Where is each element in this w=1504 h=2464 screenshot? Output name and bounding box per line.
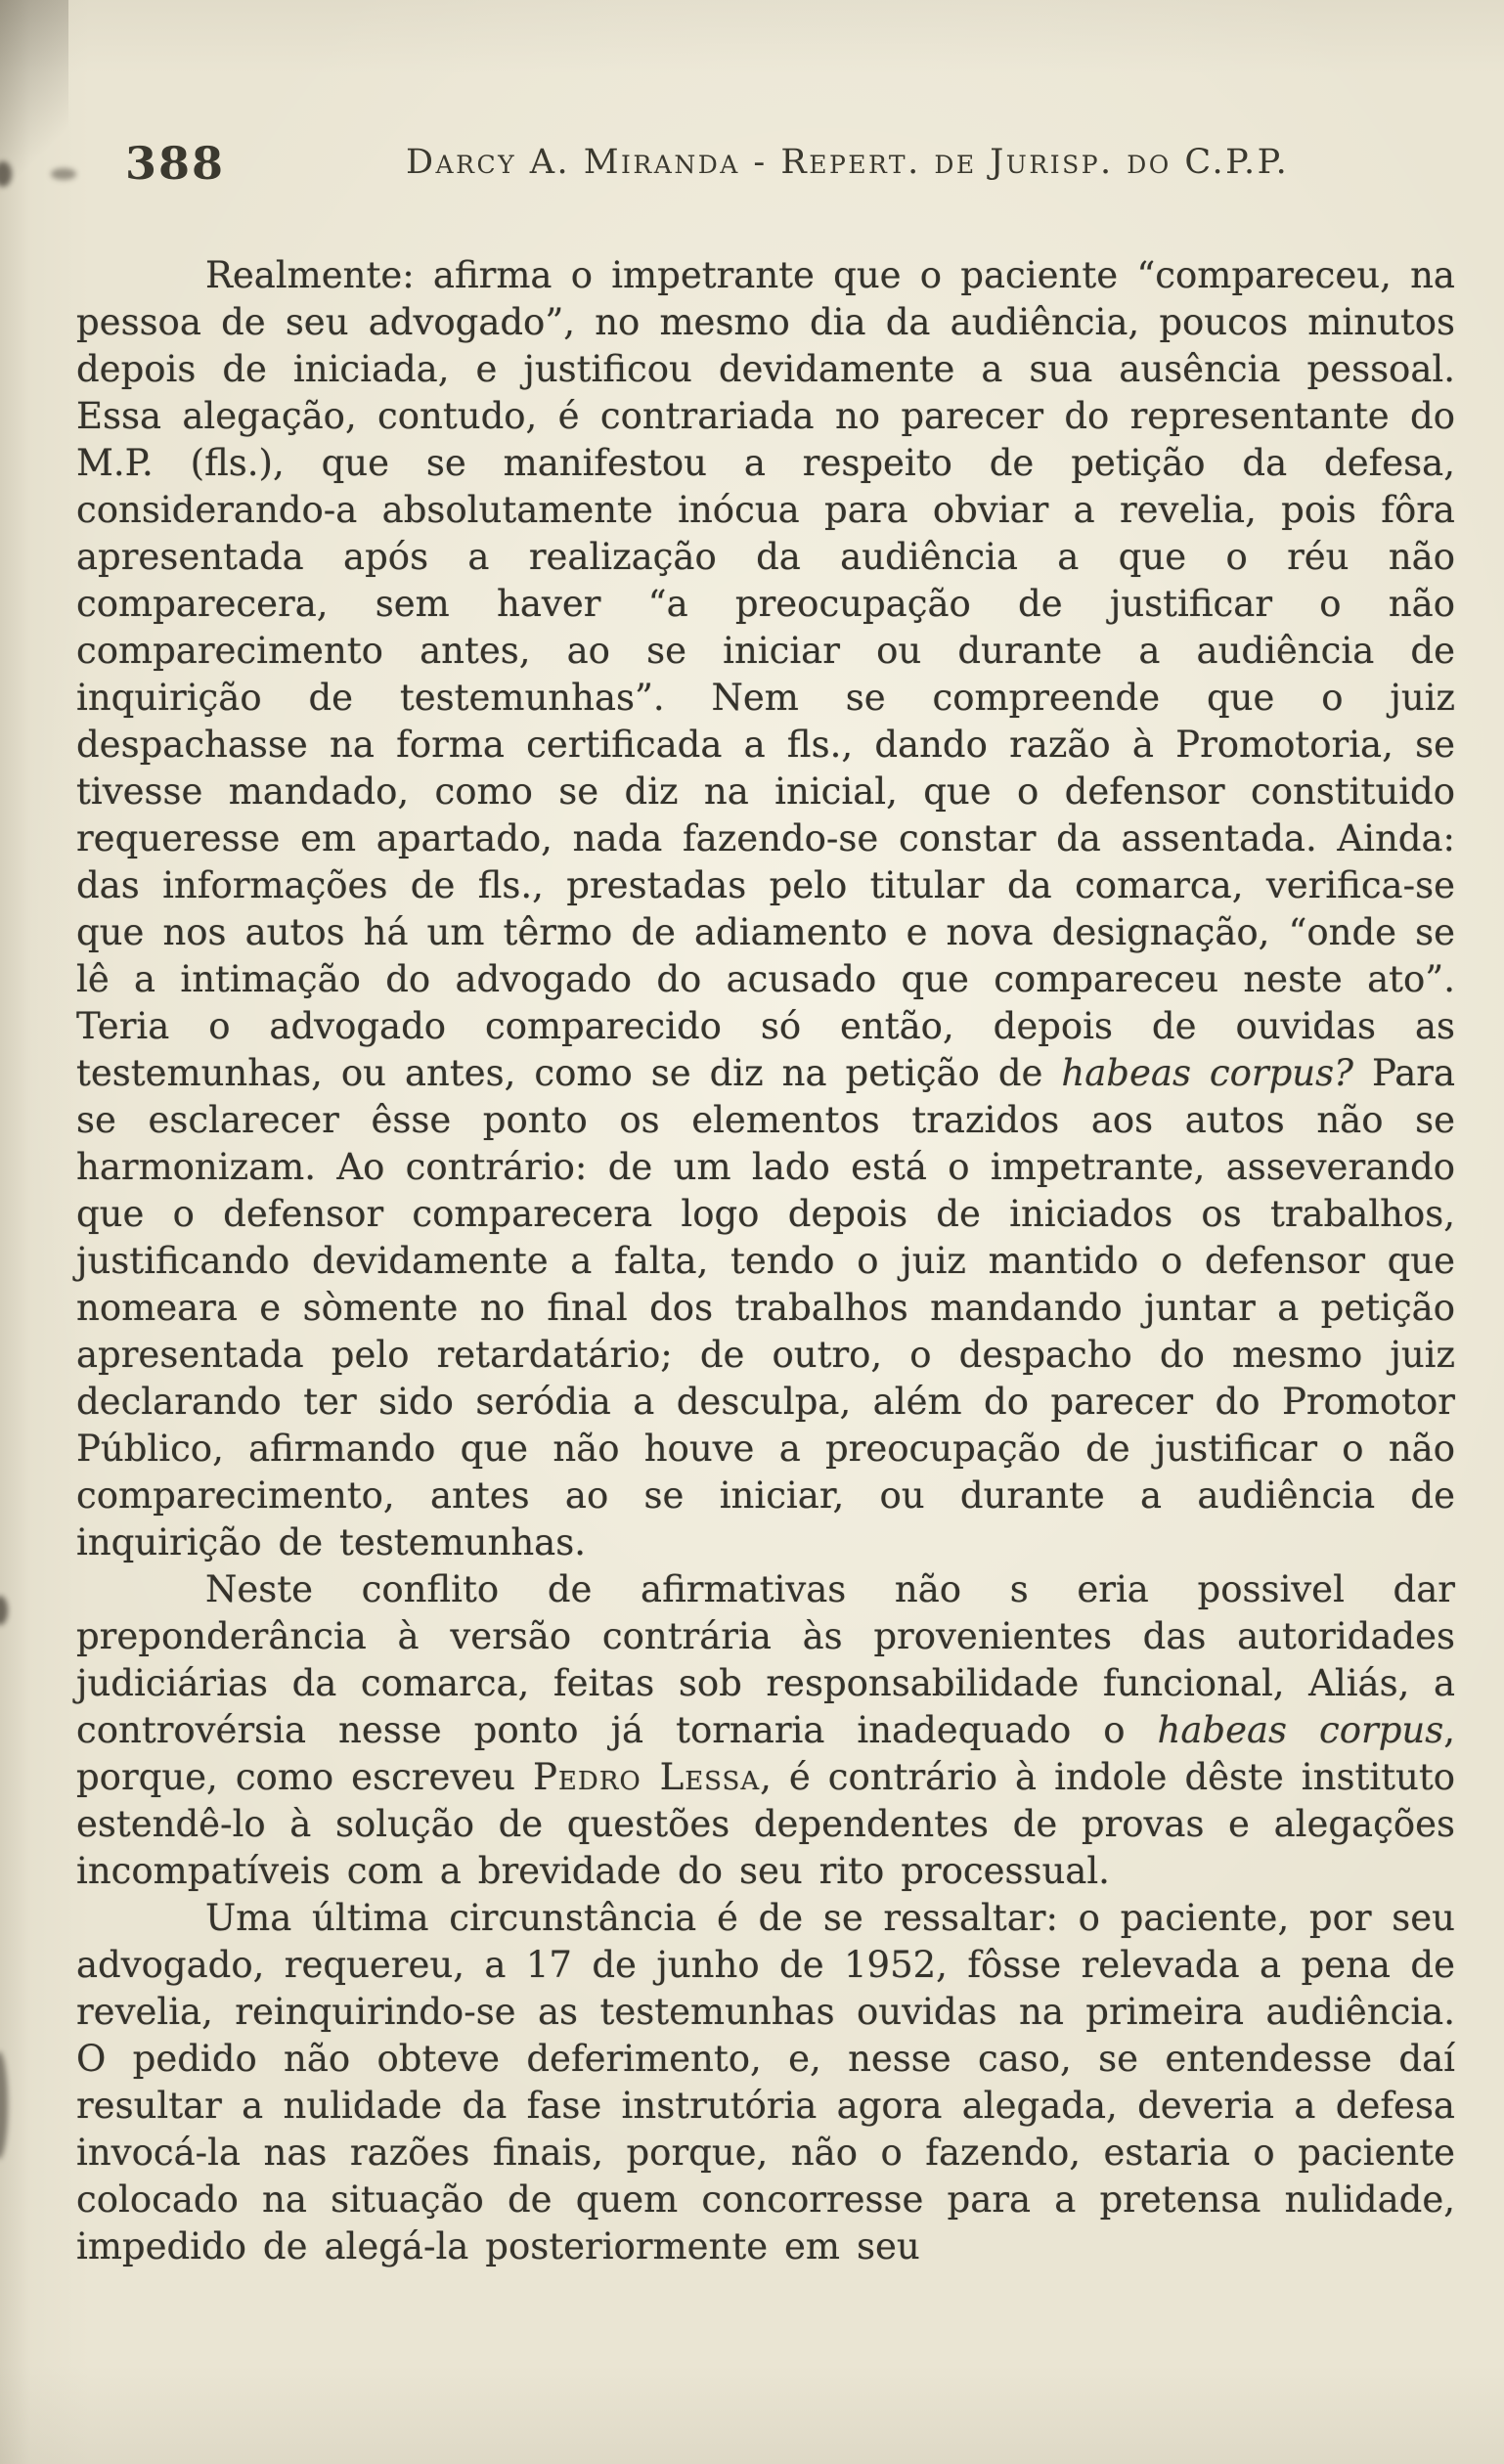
text-segment: Neste conflito de afirmativas não s eria possivel dar preponderância à versão contrária às provenientes das autoridades judiciárias da comarca, feitas sob responsabilidade funcional, Aliás, a controvérsia nesse ponto já tornaria inadequado o (76, 1568, 1455, 1751)
paragraph (76, 252, 1455, 1566)
text-segment: , é contrário à indole dêste instituto estendê-lo à solução de questões dependentes de provas e alegações incompatíveis com a brevidade do seu rito processual. (76, 1756, 1455, 1892)
scan-smudge (0, 2051, 8, 2159)
paragraph (76, 1895, 1455, 2270)
text-segment: Pedro Lessa (533, 1756, 761, 1798)
text-segment: habeas corpus (1157, 1709, 1444, 1751)
paragraph (76, 1566, 1455, 1895)
scan-smudge (0, 1596, 8, 1625)
text-segment: habeas corpus? (1061, 1052, 1353, 1094)
page-body (76, 252, 1455, 2270)
running-header (0, 137, 1504, 196)
text-segment: , porque, como escreveu (76, 1709, 1456, 1798)
page-number: 388 (125, 137, 226, 190)
text-segment: Uma última circunstância é de se ressaltar: o paciente, por seu advogado, requereu, a 17 de junho de 1952, fôsse relevada a pena de revelia, reinquirindo-se as testemunhas ouvidas na primeira audiência. O pedido não obteve deferimento, e, nesse caso, se entendesse daí resultar a nulidade da fase instrutória agora alegada, deveria a defesa invocá-la nas razões finais, porque, não o fazendo, estaria o paciente colocado na situação de quem concorresse para a pretensa nulidade, impedido de alegá-la posteriormente em seu (76, 1897, 1455, 2267)
page-edge-shadow (0, 0, 68, 235)
text-segment: Realmente: afirma o impetrante que o paciente “compareceu, na pessoa de seu advogado”, no mesmo dia da audiência, poucos minutos depois de iniciada, e justificou devidamente a sua ausência pessoal. Essa alegação, contudo, é contrariada no parecer do representante do M.P. (fls.), que se manifestou a respeito de petição da defesa, considerando-a absolutamente inócua para obviar a revelia, pois fôra apresentada após a realização da audiência a que o réu não comparecera, sem haver “a preocupação de justificar o não comparecimento antes, ao se iniciar ou durante a audiência de inquirição de testemunhas”. Nem se compreende que o juiz despachasse na forma certificada a fls., dando razão à Promotoria, se tivesse mandado, como se diz na inicial, que o defensor constituido requeresse em apartado, nada fazendo-se constar da assentada. Ainda: das informações de fls., prestadas pelo titular da comarca, verifica-se que nos autos há um têrmo de adiamento e nova designação, “onde se lê a intimação do advogado do acusado que compareceu neste ato”. Teria o advogado comparecido só então, depois de ouvidas as testemunhas, ou antes, como se diz na petição de (76, 254, 1455, 1094)
running-title: Darcy A. Miranda - Repert. de Jurisp. do C.P.P. (406, 143, 1290, 182)
text-segment: Para se esclarecer êsse ponto os elementos trazidos aos autos não se harmonizam. Ao contrário: de um lado está o impetrante, asseverando que o defensor comparecera logo depois de iniciados os trabalhos, justificando devidamente a falta, tendo o juiz mantido o defensor que nomeara e sòmente no final dos trabalhos mandando juntar a petição apresentada pelo retardatário; de outro, o despacho do mesmo juiz declarando ter sido seródia a desculpa, além do parecer do Promotor Público, afirmando que não houve a preocupação de justificar o não comparecimento, antes ao se iniciar, ou durante a audiência de inquirição de testemunhas. (76, 1052, 1456, 1563)
